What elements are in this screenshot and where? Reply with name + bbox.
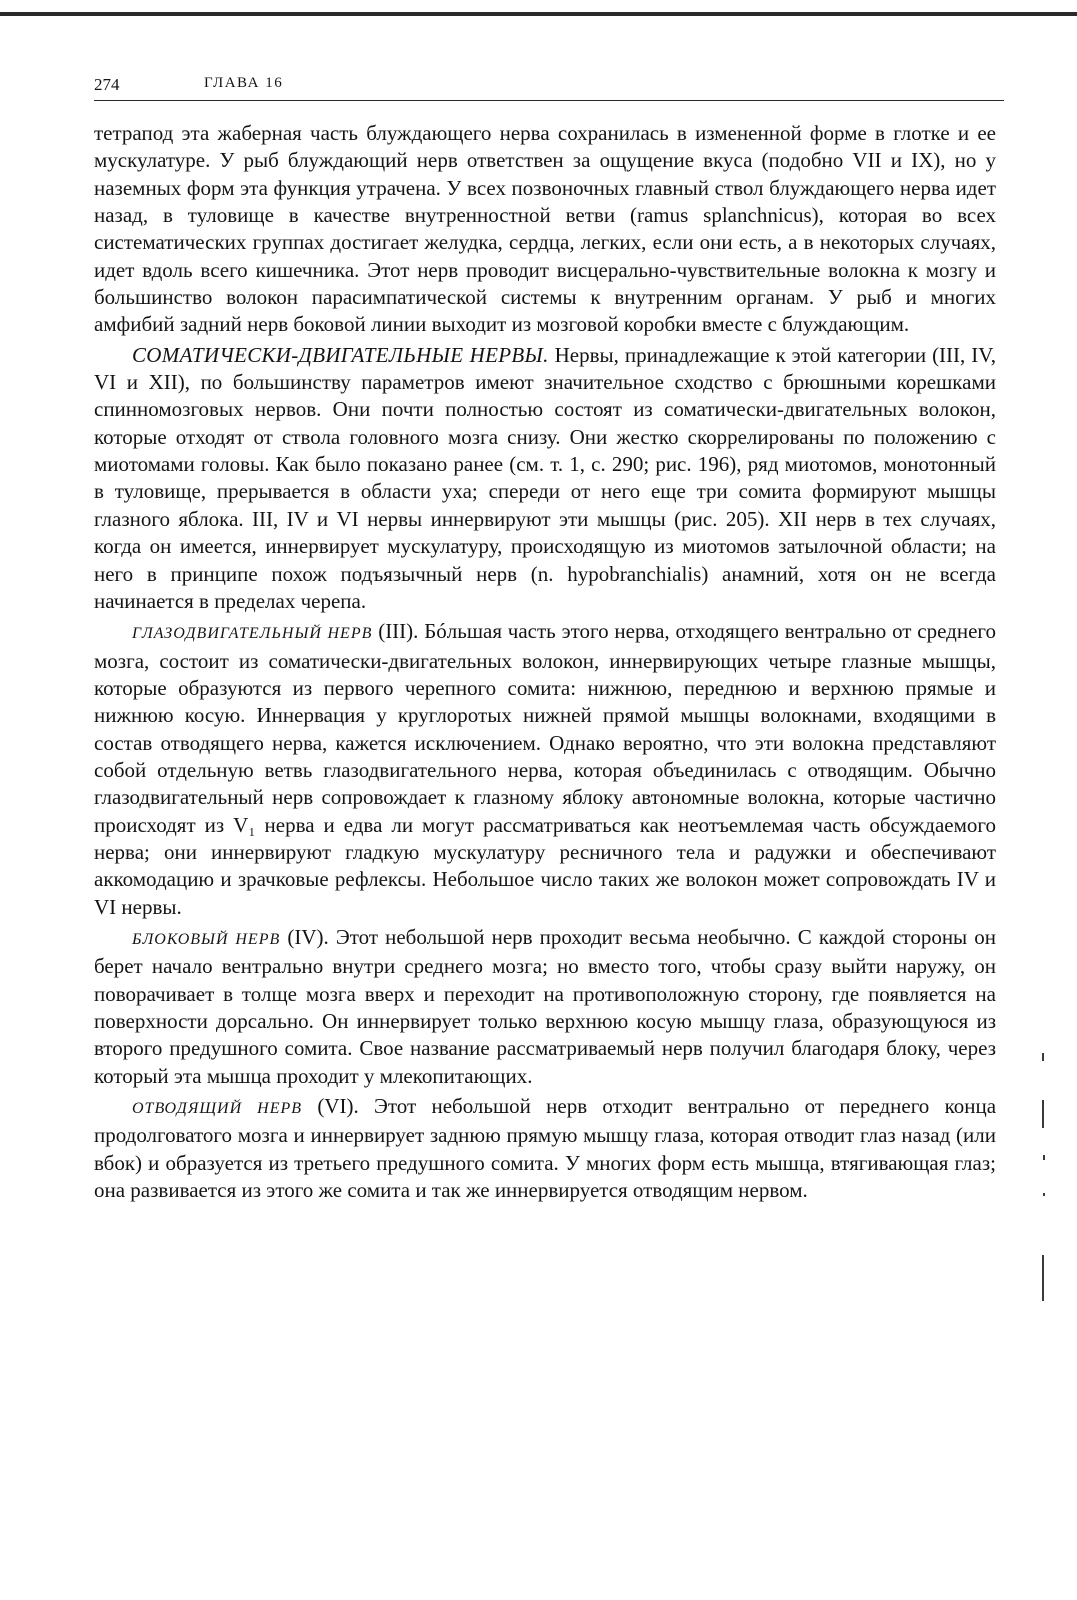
section-heading-somatic-motor: СОМАТИЧЕСКИ-ДВИГАТЕЛЬНЫЕ НЕРВЫ. (132, 342, 549, 367)
page-number: 274 (94, 75, 120, 94)
paragraph-text: (VI). Этот небольшой нерв отходит вентрально от переднего конца продолговатого мозга и иннервирует заднюю прямую мышцу глаза, которая отводит глаз назад (или вбок) и образуется из третьего предушного сомита. У многих форм есть мышца, втягивающая глаз; она развивается из этого же сомита и так же иннервируется отводящим нервом. (94, 1094, 997, 1203)
paragraph-somatic-motor-nerves (94, 342, 996, 615)
paragraph-abducens-nerve (94, 1093, 996, 1204)
scan-mark (1043, 1155, 1045, 1160)
scan-margin-marks (1038, 1045, 1058, 1305)
paragraph-trochlear-nerve (94, 924, 996, 1090)
paragraph-text: Нервы, принадлежащие к этой категории (III, IV, VI и XII), по большинству параметров имеют значительное сходство с брюшными корешками спинномозговых нервов. Они почти полностью состоят из соматически-двигательных волокон, которые отходят от ствола головного мозга снизу. Они жестко скоррелированы по положению с миотомами головы. Как было показано ранее (см. т. 1, с. 290; рис. 196), ряд миотомов, монотонный в туловище, прерывается в области уха; спереди от него еще три сомита формируют мышцы глазного яблока. III, IV и VI нервы иннервируют эти мышцы (рис. 205). XII нерв в тех случаях, когда он имеется, иннервирует мускулатуру, происходящую из миотомов затылочной области; на него в принципе похож подъязычный нерв (n. hypobranchialis) анамний, хотя он не всегда начинается в пределах черепа. (94, 342, 996, 613)
scan-mark (1042, 1255, 1044, 1301)
scan-mark (1043, 1193, 1045, 1196)
section-heading-abducens: ОТВОДЯЩИЙ НЕРВ (132, 1100, 303, 1118)
section-heading-oculomotor: ГЛАЗОДВИГАТЕЛЬНЫЙ НЕРВ (132, 625, 373, 643)
running-head (94, 70, 1004, 101)
page-top-border (0, 12, 1077, 16)
paragraph-vagus-continued (94, 120, 996, 339)
paragraph-oculomotor-nerve (94, 618, 996, 921)
scan-mark (1042, 1053, 1044, 1061)
section-heading-trochlear: БЛОКОВЫЙ НЕРВ (132, 930, 281, 948)
paragraph-text: тетрапод эта жаберная часть блуждающего нерва сохранилась в измененной форме в глотке и ее мускулатуре. У рыб блуждающий нерв ответствен за ощущение вкуса (подобно VII и IX), но у наземных форм эта функция утрачена. У всех позвоночных главный ствол блуждающего нерва идет назад, в туловище в качестве внутренностной ветви (ramus splanchnicus), которая во всех систематических группах достигает желудка, сердца, легких, если они есть, а в некоторых случаях, идет вдоль всего кишечника. Этот нерв проводит висцерально-чувствительные волокна к мозгу и большинство волокон парасимпатической системы к внутренним органам. У рыб и многих амфибий задний нерв боковой линии выходит из мозговой коробки вместе с блуждающим. (94, 121, 996, 337)
chapter-label: ГЛАВА 16 (204, 75, 284, 91)
body-text (94, 120, 996, 1207)
paragraph-text: (IV). Этот небольшой нерв проходит весьма необычно. С каждой стороны он берет начало вентрально внутри среднего мозга; но вместо того, чтобы сразу выйти наружу, он поворачивает в толще мозга вверх и переходит на противоположную сторону, где появляется на поверхности дорсально. Он иннервирует только верхнюю косую мышцу глаза, образующуюся из второго предушного сомита. Свое название рассматриваемый нерв получил благодаря блоку, через который эта мышца проходит у млекопитающих. (94, 924, 996, 1088)
paragraph-text: (III). Бóльшая часть этого нерва, отходящего вентрально от среднего мозга, состоит из соматически-двигательных волокон, иннервирующих четыре глазные мышцы, которые образуются из первого черепного сомита: нижнюю, переднюю и верхнюю прямые и нижнюю косую. Иннервация у круглоротых нижней прямой мышцы волокнами, входящими в состав отводящего нерва, кажется исключением. Однако вероятно, что эти волокна представляют собой отдельную ветвь глазодвигательного нерва, которая объединилась с отводящим. Обычно глазодвигательный нерв сопровождает к глазному яблоку автономные волокна, которые частично происходят из V₁ нерва и едва ли могут рассматриваться как неотъемлемая часть обсуждаемого нерва; они иннервируют гладкую мускулатуру ресничного тела и радужки и обеспечивают аккомодацию и зрачковые рефлексы. Небольшое число таких же волокон может сопровождать IV и VI нервы. (94, 619, 996, 919)
scan-mark (1042, 1100, 1044, 1128)
